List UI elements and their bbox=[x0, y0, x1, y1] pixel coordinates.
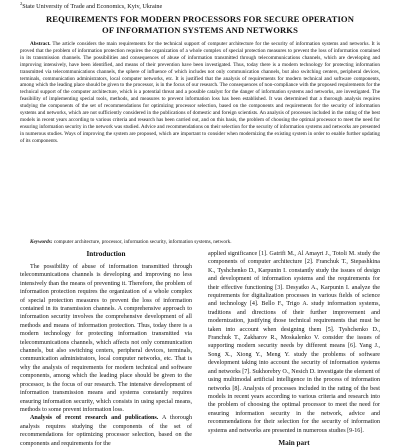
abstract-paragraph bbox=[20, 41, 380, 145]
keywords-label: Keywords: bbox=[30, 239, 53, 245]
abstract-label: Abstract. bbox=[30, 41, 51, 47]
literature-review-paragraph: applied significance [1]. Gatrifi M., Al Amayri J., Totoli M. study the components of computer architecture [2]. Franchuk T., Stepashkina K., Tyshchenko D., Karpunin I. constantly study the issues of design and development of information systems and the requirements for their effective functioning [3]. Desyatko A., Karpunin I. analyze the requirements for digitalization processes in various fields of science and technology [4]. Bello F., Trigo A. study information systems, traditions and directions of their further improvement and modernization, justifying those technical requirements that must be taken into account when designing them [5]. Tyshchenko D., Franchuk T., Zakharov R., Moskalenko V. consider the issues of supporting modern security needs by different means [6]. Yang J., Song X., Xiong Y., Meng Y. study the problems of software development taking into account the security of information systems and networks [7]. Sukhorebry O., Nesich D. investigate the element of using multimodal artificial intelligence in the process of information networks [8]. Analysis of processes included in the rating of the best models in recent years according to various criteria and research into the problem of choosing the optimal processor to meet the need for ensuring information security in the network, advice and recommendations for their selection for the security of information systems and networks are presented in numerous studies [9-16]. bbox=[208, 251, 380, 434]
intro-paragraph-2 bbox=[20, 414, 192, 448]
affiliation-marker: 2 bbox=[20, 1, 23, 6]
title-line-1: REQUIREMENTS FOR MODERN PROCESSORS FOR SECURE OPERATION bbox=[45, 14, 355, 24]
right-column bbox=[208, 250, 380, 447]
left-column bbox=[20, 250, 192, 447]
main-part-heading: Main part bbox=[278, 438, 310, 447]
recent-research-run-in-heading: Analysis of recent research and publications. bbox=[30, 415, 159, 422]
introduction-heading: Introduction bbox=[86, 250, 126, 258]
intro-paragraph-1: The possibility of abuse of information transmitted through telecommunications channels is developing and improving no less intensively than the means of preventing it. Therefore, the problem of information protection requires the organization of a whole complex of special protection measures to prevent the loss of information contained in its transmission channels. A comprehensive approach to information security involves the comprehensive development of all methods and means of information protection. Thus, today there is a modern technology for protecting information transmitted via telecommunications channels, which affects not only communication channels, but also switching centers, peripheral devices, terminals, communication administrators, local computer networks, etc. That is why the analysis of requirements for modern technical and software components, among which the leading place should be given to the processor, is the focus of our research. The intensive development of information transmission means and systems constantly requires ensuring information security, which consists in using special means, methods to some prevent information loss. bbox=[20, 264, 192, 413]
abstract-text: The article considers the main requirements for the technical support of computer architecture for the security of information systems and networks. It is proved that the problem of information protection requires the organization of a whole complex of special protection measures to prevent the loss of information contained in its transmission channels. The possibilities and consequences of abuse of information transmitted through telecommunications channels, which are developing and improving intensively, have been identified, and means of their prevention have been investigated. Thus, today there is a modern technology for protecting information transmitted via telecommunications channels, the sphere of influence of which includes not only communication channels, but also switching centers, peripheral devices, terminals, communication administrators, local computer networks, etc. It is justified that the analysis of requirements for modern technical and software components, among which the leading place should be given to the processor, is in the focus of our research. The consequences of non-compliance with the proposed requirements for the technical support of the computer architecture, which is a potential threat and a possible catalyst for the danger of information systems and networks, are investigated. The feasibility of implementing special tools, methods, and measures to prevent information loss has been established. It was determined that a thorough analysis requires studying the components of the set of recommendations for optimizing processor selection, based on the components and requirements for the security of information systems and networks, which are not sufficiently considered in the publications of domestic and foreign scientists. An analysis of processes included in the rating of the best models in recent years according to various criteria and research has been carried out, and on this basis, the problem of choosing the optimal processor to meet the need for ensuring information security in the network was studied. Advice and recommendations on their selection for the security of information systems and networks are presented in numerous studies. Ways of improving the system are proposed, which are important to consider when modernizing the existing system in order to enable further updating of its components. bbox=[20, 41, 381, 144]
paper-title bbox=[20, 14, 380, 35]
author-affiliation bbox=[20, 0, 162, 11]
keywords-text: computer architecture, processor, information security, information systems, network. bbox=[53, 239, 232, 245]
affiliation-text: State University of Trade and Economics, Kyiv, Ukraine bbox=[22, 3, 163, 11]
keywords-paragraph bbox=[20, 239, 380, 246]
intro-paragraph-2-text: A thorough analysis requires studying the components of the set of recommendations for optimizing processor selection, based on the components and requirements for the bbox=[20, 415, 192, 447]
title-line-2: OF INFORMATION SYSTEMS AND NETWORKS bbox=[102, 24, 298, 35]
